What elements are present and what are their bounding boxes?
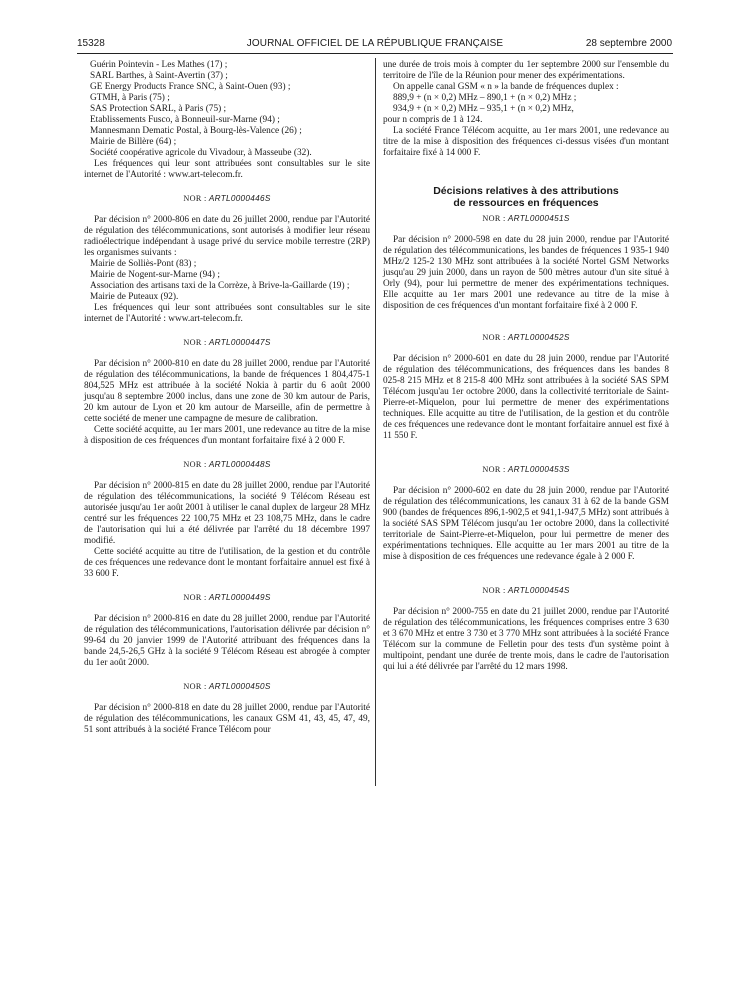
list-item: Mairie de Puteaux (92).: [90, 292, 179, 302]
orgs-list-1: [84, 60, 370, 159]
list-item: Mairie de Nogent-sur-Marne (94) ;: [90, 270, 220, 280]
paragraph: Par décision n° 2000-818 en date du 28 juillet 2000, rendue par l'Autorité de régulation des télécommunications, les canaux GSM 41, 43, 45, 47, 49, 51 sont attribués à la société France Télécom pour: [84, 703, 370, 735]
nor-reference: NOR : ARTL0000447S: [183, 338, 271, 347]
list-item: GE Energy Products France SNC, à Saint-Ouen (93) ;: [90, 82, 291, 92]
list-item: Société coopérative agricole du Vivadour, à Masseube (32).: [90, 148, 312, 158]
paragraph: pour n compris de 1 à 124.: [383, 115, 483, 125]
list-item: Association des artisans taxi de la Corrèze, à Brive-la-Gaillarde (19) ;: [90, 281, 350, 291]
paragraph: La société France Télécom acquitte, au 1er mars 2001, une redevance au titre de la mise à disposition des fréquences ci-dessus visées d'un montant forfaitaire fixé à 14 000 F.: [383, 126, 669, 158]
paragraph: Par décision n° 2000-815 en date du 28 juillet 2000, rendue par l'Autorité de régulation des télécommunications, la société 9 Télécom Réseau est autorisée jusqu'au 1er août 2001 à utiliser le canal duplex de largeur 28 MHz centré sur les fréquences 22 100,75 MHz et 23 108,75 MHz, dans le cadre de l'autorisation qui lui a été délivrée par l'arrêté du 18 décembre 1997 modifié.: [84, 481, 370, 546]
formula-block: [383, 93, 669, 115]
paragraph: On appelle canal GSM « n » la bande de fréquences duplex :: [393, 82, 619, 92]
list-item: Mairie de Billère (64) ;: [90, 137, 177, 147]
list-item: Guérin Pointevin - Les Mathes (17) ;: [90, 60, 228, 70]
nor-reference: NOR : ARTL0000452S: [482, 333, 570, 342]
journal-title: JOURNAL OFFICIEL DE LA RÉPUBLIQUE FRANÇAISE: [246, 38, 504, 49]
paragraph: Par décision n° 2000-598 en date du 28 juin 2000, rendue par l'Autorité de régulation des télécommunications, les bandes de fréquences 1 935-1 940 MHz/2 125-2 130 MHz sont attribuées à la société Nortel GSM Networks jusqu'au 29 juin 2000, dans un rayon de 500 mètres autour d'un site situé à Orly (94), pour lui permettre de mener des expérimentations techniques. Elle acquitte au 1er mars 2001 une redevance au titre de la mise à disposition de ces fréquences d'un montant forfaitaire fixé à 2 000 F.: [383, 235, 669, 311]
nor-reference: NOR : ARTL0000454S: [482, 586, 570, 595]
paragraph: Par décision n° 2000-810 en date du 28 juillet 2000, rendue par l'Autorité de régulation des télécommunications, la bande de fréquences 1 804,475-1 804,525 MHz est attribuée à la société Nokia à partir du 6 août 2000 jusqu'au 8 septembre 2000 inclus, dans une zone de 30 km autour de Paris, 20 km autour de Lyon et 20 km autour de Marseille, afin de permettre à cette société de mener une campagne de mesure de calibration.: [84, 359, 370, 424]
list-item: Mannesmann Dematic Postal, à Bourg-lès-Valence (26) ;: [90, 126, 302, 136]
section-title: Décisions relatives à des attributions de ressources en fréquences: [433, 185, 619, 209]
issue-date: 28 septembre 2000: [585, 38, 672, 49]
paragraph: Par décision n° 2000-602 en date du 28 juin 2000, rendue par l'Autorité de régulation des télécommunications, les canaux 31 à 62 de la bande GSM 900 (bandes de fréquences 896,1-902,5 et 941,1-947,5 MHz) sont attribués à la société SAS SPM Télécom jusqu'au 1er octobre 2000, dans la collectivité territoriale de Saint-Pierre-et-Miquelon, pour lui permettre de mener des expérimentations techniques. Elle acquitte au 1er mars 2001 au titre de la mise à disposition de ces fréquences une redevance égale à 2 000 F.: [383, 486, 669, 562]
list-item: SAS Protection SARL, à Paris (75) ;: [90, 104, 227, 114]
paragraph: Cette société acquitte au titre de l'utilisation, de la gestion et du contrôle de ces fréquences une redevance dont le montant forfaitaire annuel est fixé à 33 600 F.: [84, 547, 370, 579]
column-divider: [375, 58, 376, 786]
formula-line: 934,9 + (n × 0,2) MHz – 935,1 + (n × 0,2) MHz,: [393, 104, 574, 114]
nor-reference: NOR : ARTL0000449S: [183, 593, 271, 602]
paragraph: Cette société acquitte, au 1er mars 2001, une redevance au titre de la mise à disposition de ces fréquences d'un montant forfaitaire fixé à 2 000 F.: [84, 425, 370, 446]
nor-reference: NOR : ARTL0000446S: [183, 194, 271, 203]
paragraph: Par décision n° 2000-601 en date du 28 juin 2000, rendue par l'Autorité de régulation des télécommunications, des fréquences dans les bandes 8 025-8 215 MHz et 8 215-8 400 MHz sont attribuées à la société SAS SPM Télécom jusqu'au 1er octobre 2000, dans la collectivité territoriale de Saint-Pierre-et-Miquelon, pour lui permettre de mener des expérimentations techniques. Elle acquitte au titre de l'utilisation, de la gestion et du contrôle de ces fréquences une redevance dont le montant forfaitaire annuel est fixé à 11 550 F.: [383, 354, 669, 441]
right-column: [383, 60, 669, 673]
paragraph: Par décision n° 2000-806 en date du 26 juillet 2000, rendue par l'Autorité de régulation des télécommunications, sont autorisés à modifier leur réseau radioélectrique indépendant à usage privé du service mobile terrestre (2RP) les organismes suivants :: [84, 215, 370, 258]
left-column: [84, 60, 370, 736]
list-item: Etablissements Fusco, à Bonneuil-sur-Marne (94) ;: [90, 115, 280, 125]
page-number: 15328: [77, 38, 105, 49]
nor-reference: NOR : ARTL0000448S: [183, 460, 271, 469]
header-rule: [77, 53, 673, 54]
paragraph: Par décision n° 2000-816 en date du 28 juillet 2000, rendue par l'Autorité de régulation des télécommunications, l'autorisation délivrée par décision n° 99-64 du 20 janvier 1999 de l'Autorité attribuant des fréquences dans la bande 24,5-26,5 GHz à la société 9 Télécom Réseau est abrogée à compter du 1er août 2000.: [84, 614, 370, 668]
formula-line: 889,9 + (n × 0,2) MHz – 890,1 + (n × 0,2) MHz ;: [393, 93, 577, 103]
paragraph: Les fréquences qui leur sont attribuées sont consultables sur le site internet de l'Autorité : www.art-telecom.fr.: [84, 303, 370, 324]
list-item: SARL Barthes, à Saint-Avertin (37) ;: [90, 71, 228, 81]
list-item: Mairie de Solliès-Pont (83) ;: [90, 259, 197, 269]
nor-reference: NOR : ARTL0000450S: [183, 682, 271, 691]
paragraph: Les fréquences qui leur sont attribuées sont consultables sur le site internet de l'Autorité : www.art-telecom.fr.: [84, 159, 370, 180]
nor-reference: NOR : ARTL0000453S: [482, 465, 570, 474]
paragraph: Par décision n° 2000-755 en date du 21 juillet 2000, rendue par l'Autorité de régulation des télécommunications, les fréquences comprises entre 3 630 et 3 670 MHz et entre 3 730 et 3 770 MHz sont attribuées à la société France Télécom sur la commune de Felletin pour des tests d'un système point à multipoint, pendant une durée de trente mois, dans le cadre de l'autorisation qui lui a été délivrée par l'arrêté du 12 mars 1998.: [383, 607, 669, 672]
nor-reference: NOR : ARTL0000451S: [482, 214, 570, 223]
list-item: GTMH, à Paris (75) ;: [90, 93, 170, 103]
paragraph: une durée de trois mois à compter du 1er septembre 2000 sur l'ensemble du territoire de l'île de la Réunion pour mener des expérimentations.: [383, 60, 669, 81]
orgs-list-2: [84, 259, 370, 303]
